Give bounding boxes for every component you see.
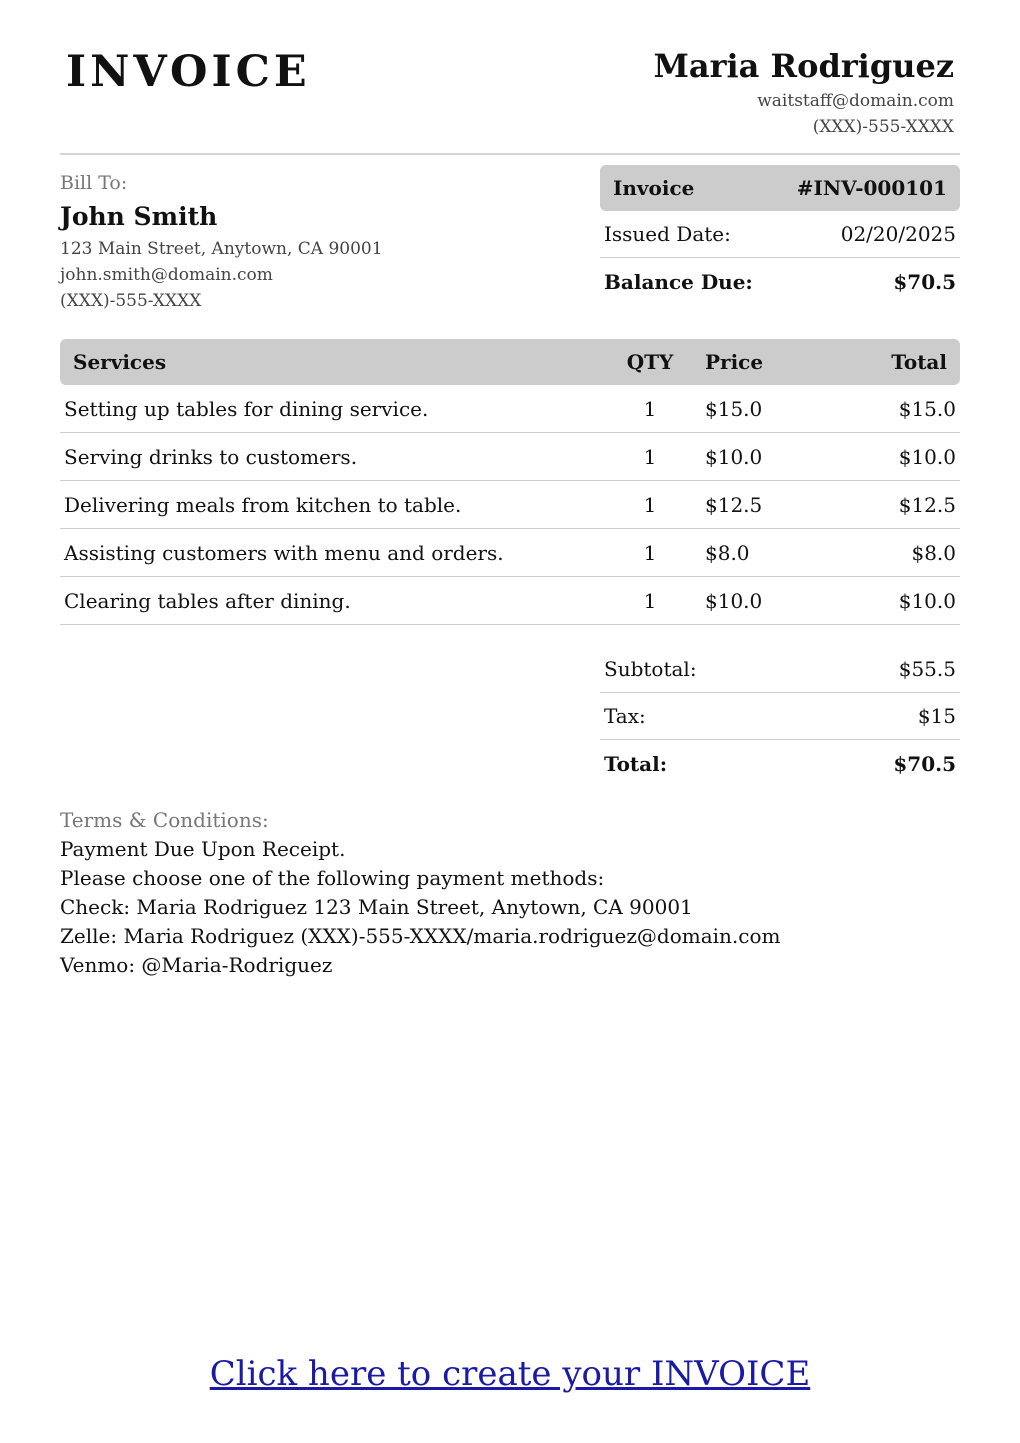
- terms-line: Payment Due Upon Receipt.: [60, 837, 346, 861]
- service-total: $10.0: [898, 588, 956, 613]
- services-header-row: [60, 339, 960, 385]
- service-price: $10.0: [705, 588, 763, 613]
- issued-date-label: Issued Date:: [604, 222, 731, 246]
- tax-row: [600, 693, 960, 740]
- terms-line: Venmo: @Maria-Rodriguez: [60, 953, 333, 977]
- sender-block: [454, 44, 954, 140]
- service-price: $15.0: [705, 396, 763, 421]
- service-qty: 1: [643, 444, 657, 469]
- service-description: Assisting customers with menu and orders.: [64, 540, 504, 565]
- service-total: $12.5: [898, 492, 956, 517]
- client-name: John Smith: [60, 202, 218, 231]
- client-address: 123 Main Street, Anytown, CA 90001: [60, 239, 383, 259]
- price-header: Price: [705, 350, 764, 374]
- balance-due-row: [600, 258, 960, 305]
- service-description: Serving drinks to customers.: [64, 444, 358, 469]
- grand-total-label: Total:: [604, 751, 668, 776]
- create-invoice-link[interactable]: Click here to create your INVOICE: [209, 1354, 811, 1394]
- issued-date-row: [600, 211, 960, 258]
- service-total: $10.0: [898, 444, 956, 469]
- invoice-label: Invoice: [613, 176, 695, 200]
- sender-name: Maria Rodriguez: [653, 47, 954, 85]
- sender-email: waitstaff@domain.com: [757, 91, 954, 111]
- service-qty: 1: [643, 492, 657, 517]
- table-row: [60, 433, 960, 481]
- table-row: [60, 385, 960, 433]
- bill-to-block: [60, 170, 560, 314]
- invoice-number: #INV-000101: [796, 176, 947, 200]
- terms-label: Terms & Conditions:: [60, 808, 269, 832]
- terms-line: Check: Maria Rodriguez 123 Main Street, Anytown, CA 90001: [60, 895, 693, 919]
- terms-line: Zelle: Maria Rodriguez (XXX)-555-XXXX/maria.rodriguez@domain.com: [60, 924, 781, 948]
- table-row: [60, 529, 960, 577]
- qty-header: QTY: [626, 350, 674, 374]
- services-header: Services: [73, 350, 167, 374]
- bill-to-label: Bill To:: [60, 172, 128, 194]
- total-header: Total: [891, 350, 947, 374]
- invoice-number-bar: [600, 165, 960, 211]
- table-row: [60, 481, 960, 529]
- invoice-title: INVOICE: [66, 47, 311, 97]
- client-email: john.smith@domain.com: [60, 265, 273, 285]
- service-qty: 1: [643, 396, 657, 421]
- grand-total-value: $70.5: [893, 751, 956, 776]
- header-divider: [60, 153, 960, 155]
- terms-block: [60, 806, 960, 980]
- service-qty: 1: [643, 540, 657, 565]
- balance-due-value: $70.5: [893, 269, 956, 294]
- subtotal-value: $55.5: [898, 657, 956, 681]
- invoice-meta-panel: [600, 165, 960, 305]
- service-price: $12.5: [705, 492, 763, 517]
- subtotal-label: Subtotal:: [604, 657, 697, 681]
- terms-line: Please choose one of the following payment methods:: [60, 866, 605, 890]
- grand-total-row: [600, 740, 960, 787]
- totals-panel: [600, 646, 960, 787]
- table-row: [60, 577, 960, 625]
- tax-value: $15: [917, 704, 956, 728]
- subtotal-row: [600, 646, 960, 693]
- service-price: $10.0: [705, 444, 763, 469]
- tax-label: Tax:: [604, 704, 646, 728]
- balance-due-label: Balance Due:: [604, 269, 753, 294]
- service-qty: 1: [643, 588, 657, 613]
- service-total: $8.0: [911, 540, 956, 565]
- service-description: Clearing tables after dining.: [64, 588, 351, 613]
- service-total: $15.0: [898, 396, 956, 421]
- issued-date-value: 02/20/2025: [840, 222, 956, 246]
- sender-phone: (XXX)-555-XXXX: [812, 117, 954, 137]
- service-description: Delivering meals from kitchen to table.: [64, 492, 462, 517]
- service-price: $8.0: [705, 540, 750, 565]
- client-phone: (XXX)-555-XXXX: [60, 291, 202, 311]
- services-table: [60, 339, 960, 625]
- service-description: Setting up tables for dining service.: [64, 396, 429, 421]
